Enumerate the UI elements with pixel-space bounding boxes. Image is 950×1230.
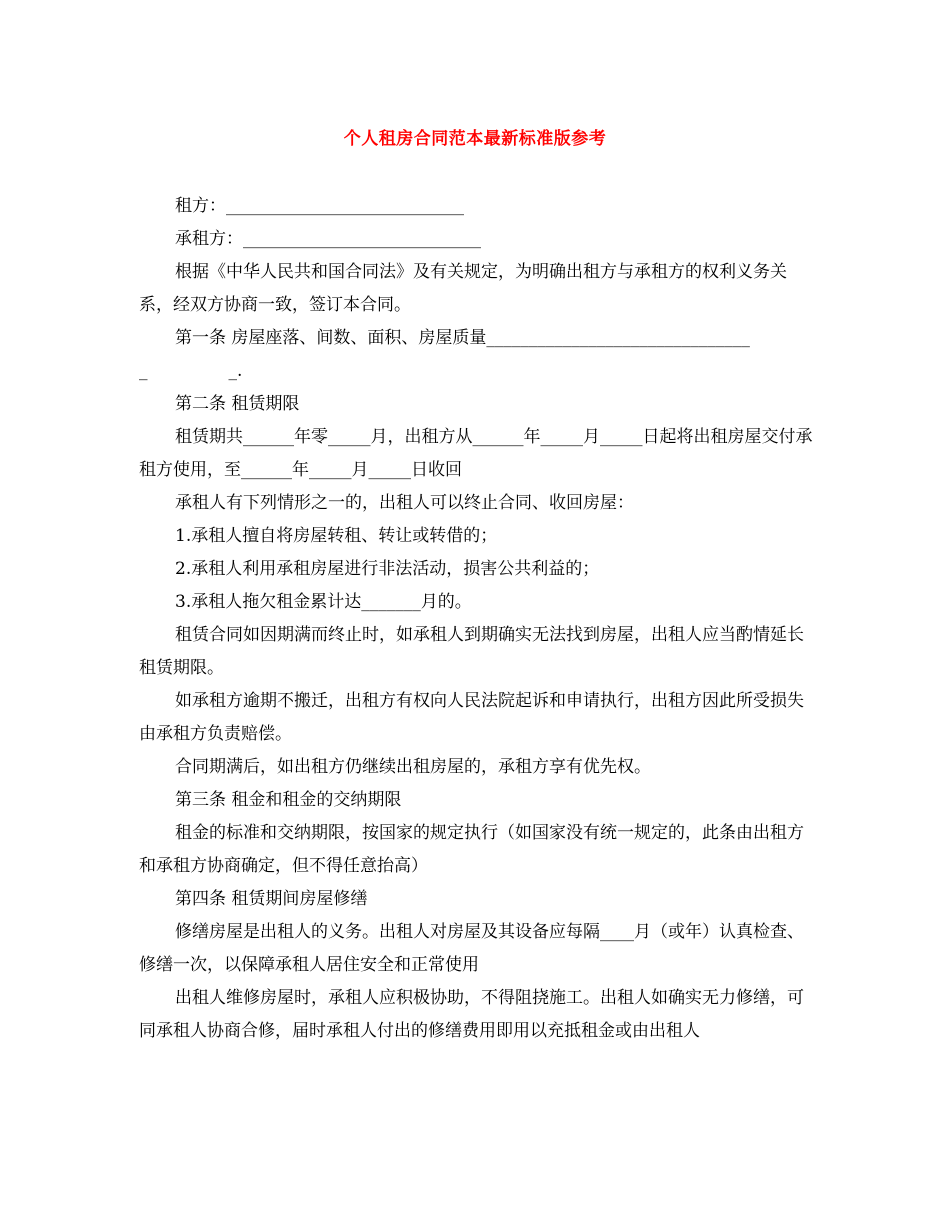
document-title: 个人租房合同范本最新标准版参考 — [343, 129, 607, 149]
paragraph-repair-duty: 修缮房屋是出租人的义务。出租人对房屋及其设备应每隔____月（或年）认真检查、修缮一次，以保障承租人居住安全和正常使用 — [139, 922, 804, 975]
paragraph-expiry-extension: 租赁合同如因期满而终止时，如承租人到期确实无法找到房屋，出租人应当酌情延长租赁期限。 — [139, 625, 804, 678]
paragraph-condition-3: 3.承租人拖欠租金累计达_______月的。 — [175, 592, 472, 612]
paragraph-article-2-heading: 第二条 租赁期限 — [175, 394, 300, 414]
document-body — [139, 190, 815, 1048]
paragraph-article-3-heading: 第三条 租金和租金的交纳期限 — [175, 790, 402, 810]
paragraph-article-4-heading: 第四条 租赁期间房屋修缮 — [175, 889, 368, 909]
paragraph-lessor: 租方：____________________________ — [175, 196, 464, 216]
paragraph-priority-right: 合同期满后，如出租方仍继续出租房屋的，承租方享有优先权。 — [175, 757, 651, 777]
paragraph-termination-conditions: 承租人有下列情形之一的，出租人可以终止合同、收回房屋： — [175, 493, 634, 513]
paragraph-condition-1: 1.承租人擅自将房屋转租、转让或转借的； — [175, 526, 498, 546]
paragraph-repair-cooperation: 出租人维修房屋时，承租人应积极协助，不得阻挠施工。出租人如确实无力修缮，可同承租人协商合修，届时承租人付出的修缮费用即用以充抵租金或由出租人 — [139, 988, 804, 1041]
paragraph-condition-2: 2.承租人利用承租房屋进行非法活动，损害公共利益的； — [175, 559, 600, 579]
paragraph-article-1: 第一条 房屋座落、间数、面积、房屋质量________________________________ _. — [139, 328, 750, 381]
paragraph-lease-term: 租赁期共______年零_____月，出租方从______年_____月_____日起将出租房屋交付承租方使用，至______年_____月_____日收回 — [139, 427, 813, 480]
paragraph-lessee: 承租方：____________________________ — [175, 229, 481, 249]
paragraph-overdue-eviction: 如承租方逾期不搬迁，出租方有权向人民法院起诉和申请执行，出租方因此所受损失由承租方负责赔偿。 — [139, 691, 804, 744]
paragraph-rent-standard: 租金的标准和交纳期限，按国家的规定执行（如国家没有统一规定的，此条由出租方和承租方协商确定，但不得任意抬高） — [139, 823, 804, 876]
paragraph-preamble: 根据《中华人民共和国合同法》及有关规定，为明确出租方与承租方的权利义务关系，经双方协商一致，签订本合同。 — [139, 262, 787, 315]
